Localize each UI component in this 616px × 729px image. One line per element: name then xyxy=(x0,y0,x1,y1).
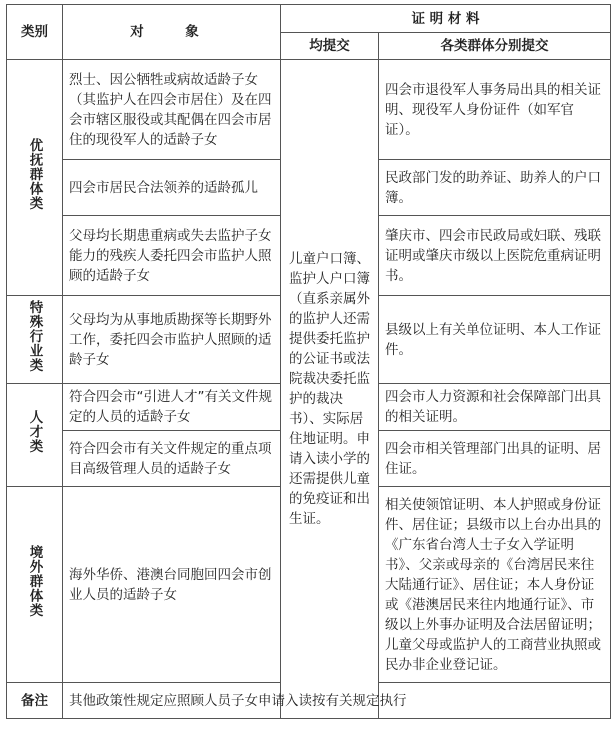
category-cell xyxy=(7,487,63,683)
category-label: 人才类 xyxy=(26,410,43,454)
materials-cell: 肇庆市、四会市民政局或妇联、残联证明或肇庆市级以上医院危重病证明书。 xyxy=(379,216,611,296)
header-common: 均提交 xyxy=(281,33,379,60)
target-cell: 父母均长期患重病或失去监护子女能力的残疾人委托四会市监护人照顾的适龄子女 xyxy=(63,216,281,296)
target-cell: 符合四会市“引进人才”有关文件规定的人员的适龄子女 xyxy=(63,384,281,431)
target-cell: 父母均为从事地质勘探等长期野外工作，委托四会市监护人照顾的适龄子女 xyxy=(63,296,281,384)
materials-cell: 县级以上有关单位证明、本人工作证件。 xyxy=(379,296,611,384)
target-cell: 符合四会市有关文件规定的重点项目高级管理人员的适龄子女 xyxy=(63,431,281,487)
target-cell: 海外华侨、港澳台同胞回四会市创业人员的适龄子女 xyxy=(63,487,281,683)
header-category: 类别 xyxy=(7,5,63,60)
header-row-1 xyxy=(7,5,611,33)
materials-cell: 相关使领馆证明、本人护照或身份证件、居住证；县级市以上台办出具的《广东省台湾人士子女入学证明书》、父亲或母亲的《台湾居民来往大陆通行证》、居住证；本人身份证或《港澳居民来往内地通行证》、市级以上外事办证明及合法居留证明；儿童父母或监护人的工商营业执照或民办非企业登记证。 xyxy=(379,487,611,683)
materials-cell: 四会市人力资源和社会保障部门出具的相关证明。 xyxy=(379,384,611,431)
note-text: 其他政策性规定应照顾人员子女申请入读按有关规定执行 xyxy=(63,683,611,719)
header-target: 对 象 xyxy=(63,5,281,60)
materials-cell: 四会市退役军人事务局出具的相关证明、现役军人身份证件（如军官证）。 xyxy=(379,60,611,160)
common-materials-cell: 儿童户口簿、监护人户口簿（直系亲属外的监护人还需提供委托监护的公证书或法院裁决委托监护的裁决书）、实际居住地证明。申请入读小学的还需提供儿童的免疫证和出生证。 xyxy=(281,60,379,719)
header-specific: 各类群体分别提交 xyxy=(379,33,611,60)
header-materials: 证 明 材 料 xyxy=(281,5,611,33)
materials-cell: 民政部门发的助养证、助养人的户口簿。 xyxy=(379,160,611,216)
category-cell xyxy=(7,296,63,384)
enrollment-requirements-document xyxy=(6,4,610,719)
target-cell: 四会市居民合法领养的适龄孤儿 xyxy=(63,160,281,216)
category-cell xyxy=(7,60,63,296)
category-label: 优抚群体类 xyxy=(26,138,43,211)
note-row xyxy=(7,683,611,719)
category-cell xyxy=(7,384,63,487)
table-row xyxy=(7,60,611,160)
requirements-table xyxy=(6,4,611,719)
category-label: 特殊行业类 xyxy=(26,300,43,373)
category-label: 境外群体类 xyxy=(26,545,43,618)
note-label: 备注 xyxy=(7,683,63,719)
target-cell: 烈士、因公牺牲或病故适龄子女（其监护人在四会市居住）及在四会市辖区服役或其配偶在四会市居住的现役军人的适龄子女 xyxy=(63,60,281,160)
materials-cell: 四会市相关管理部门出具的证明、居住证。 xyxy=(379,431,611,487)
